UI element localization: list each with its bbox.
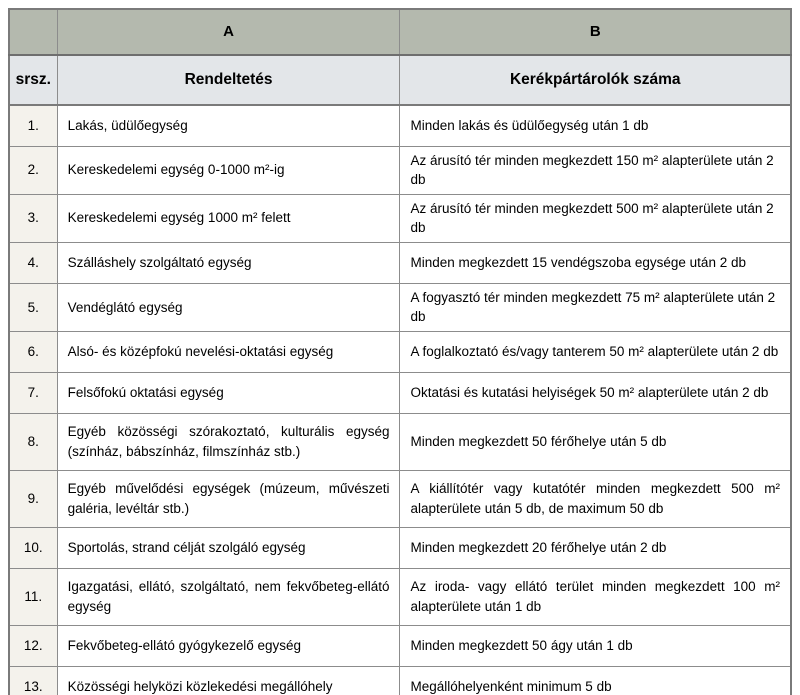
table-row [9, 470, 791, 527]
row-number: 3. [9, 194, 57, 242]
table-row [9, 331, 791, 372]
row-number: 4. [9, 242, 57, 283]
purpose-cell: Vendéglátó egység [57, 283, 400, 331]
purpose-cell: Sportolás, strand célját szolgáló egység [57, 527, 400, 568]
count-cell: Oktatási és kutatási helyiségek 50 m² alapterülete után 2 db [400, 372, 791, 413]
table-row [9, 283, 791, 331]
purpose-cell: Szálláshely szolgáltató egység [57, 242, 400, 283]
count-cell: Minden megkezdett 15 vendégszoba egysége után 2 db [400, 242, 791, 283]
column-letter-a: A [57, 9, 400, 55]
header-kerekpartarolok: Kerékpártárolók száma [400, 55, 791, 105]
purpose-cell: Felsőfokú oktatási egység [57, 372, 400, 413]
count-cell: A foglalkoztató és/vagy tanterem 50 m² alapterülete után 2 db [400, 331, 791, 372]
title-header-row [9, 55, 791, 105]
table-row [9, 146, 791, 194]
bicycle-storage-table [8, 8, 792, 695]
purpose-cell: Lakás, üdülőegység [57, 105, 400, 146]
row-number: 10. [9, 527, 57, 568]
row-number: 1. [9, 105, 57, 146]
row-number: 8. [9, 413, 57, 470]
count-cell: Minden lakás és üdülőegység után 1 db [400, 105, 791, 146]
purpose-cell: Kereskedelemi egység 1000 m² felett [57, 194, 400, 242]
table-row [9, 625, 791, 666]
purpose-cell: Kereskedelemi egység 0-1000 m²-ig [57, 146, 400, 194]
column-letter-b: B [400, 9, 791, 55]
count-cell: Az árusító tér minden megkezdett 150 m² alapterülete után 2 db [400, 146, 791, 194]
purpose-cell: Közösségi helyközi közlekedési megállóhely [57, 666, 400, 695]
table-row [9, 568, 791, 625]
row-number: 5. [9, 283, 57, 331]
count-cell: A kiállítótér vagy kutatótér minden megkezdett 500 m² alapterülete után 5 db, de maximum 50 db [400, 470, 791, 527]
count-cell: Minden megkezdett 50 férőhelye után 5 db [400, 413, 791, 470]
count-cell: Az iroda- vagy ellátó terület minden megkezdett 100 m² alapterülete után 1 db [400, 568, 791, 625]
row-number: 9. [9, 470, 57, 527]
count-cell: Az árusító tér minden megkezdett 500 m² alapterülete után 2 db [400, 194, 791, 242]
row-number: 2. [9, 146, 57, 194]
row-number: 7. [9, 372, 57, 413]
purpose-cell: Igazgatási, ellátó, szolgáltató, nem fekvőbeteg-ellátó egység [57, 568, 400, 625]
purpose-cell: Egyéb közösségi szórakoztató, kulturális egység (színház, bábszínház, filmszínház stb.) [57, 413, 400, 470]
table-row [9, 372, 791, 413]
purpose-cell: Alsó- és középfokú nevelési-oktatási egység [57, 331, 400, 372]
purpose-cell: Fekvőbeteg-ellátó gyógykezelő egység [57, 625, 400, 666]
row-number: 13. [9, 666, 57, 695]
count-cell: Minden megkezdett 50 ágy után 1 db [400, 625, 791, 666]
table-row [9, 666, 791, 695]
row-number: 12. [9, 625, 57, 666]
count-cell: A fogyasztó tér minden megkezdett 75 m² alapterülete után 2 db [400, 283, 791, 331]
purpose-cell: Egyéb művelődési egységek (múzeum, művészeti galéria, levéltár stb.) [57, 470, 400, 527]
count-cell: Minden megkezdett 20 férőhelye után 2 db [400, 527, 791, 568]
row-number: 6. [9, 331, 57, 372]
table-row [9, 413, 791, 470]
table-row [9, 527, 791, 568]
count-cell: Megállóhelyenként minimum 5 db [400, 666, 791, 695]
table-row [9, 194, 791, 242]
table-row [9, 105, 791, 146]
row-number: 11. [9, 568, 57, 625]
header-rendeltetes: Rendeltetés [57, 55, 400, 105]
table-row [9, 242, 791, 283]
column-letter-header-row [9, 9, 791, 55]
header-srsz: srsz. [9, 55, 57, 105]
corner-cell [9, 9, 57, 55]
